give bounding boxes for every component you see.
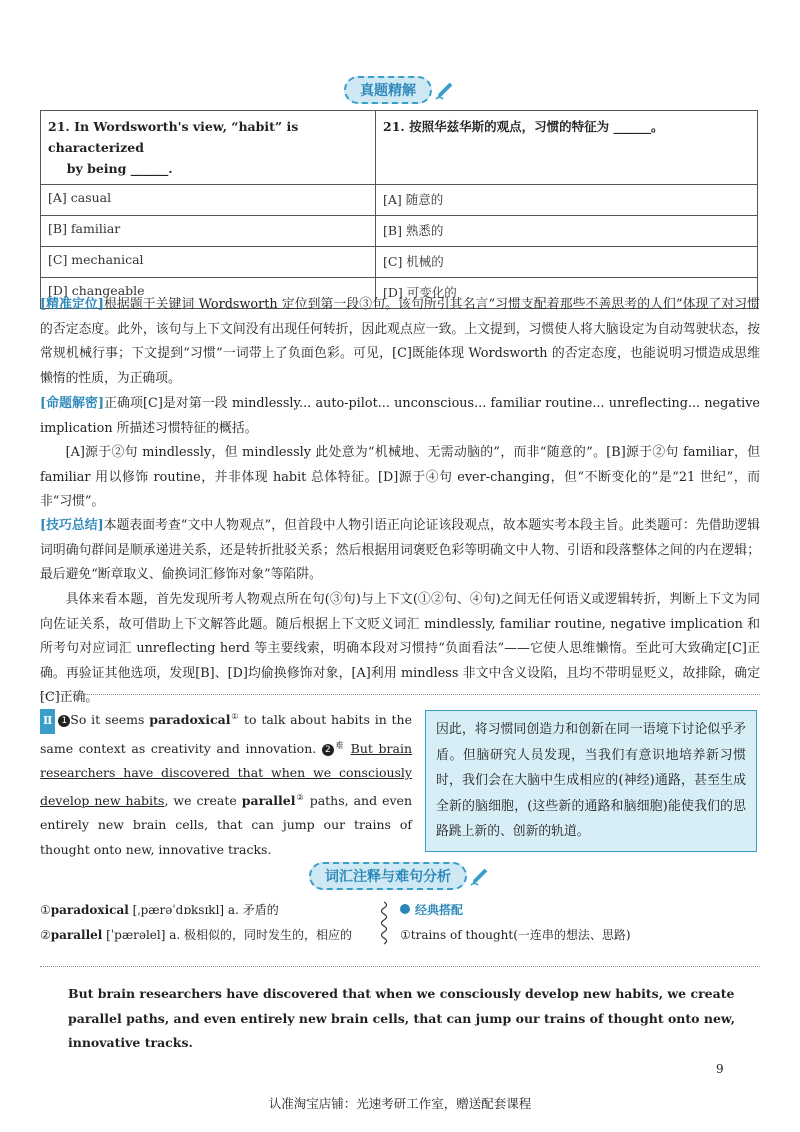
option-b-en: [B] familiar bbox=[41, 216, 376, 247]
en-question-stem bbox=[41, 111, 376, 185]
sentence-1-part-a: So it seems bbox=[70, 712, 150, 728]
divider bbox=[40, 966, 760, 967]
table-row bbox=[41, 111, 758, 185]
option-a-zh: [A] 随意的 bbox=[376, 185, 758, 216]
difficult-mark: 难 bbox=[333, 740, 346, 750]
bullet-dot-icon bbox=[400, 904, 410, 914]
en-stem-line2: by being ______. bbox=[66, 161, 173, 176]
section-title-label: 词汇注释与难句分析 bbox=[309, 862, 467, 890]
option-c-en: [C] mechanical bbox=[41, 247, 376, 278]
page-number: 9 bbox=[716, 1062, 724, 1076]
vocab-item bbox=[40, 898, 352, 923]
chinese-translation-box: 因此，将习惯同创造力和创新在同一语境下讨论似乎矛盾。但脑研究人员发现，当我们有意识地培养新习惯时，我们会在大脑中生成相应的(神经)通路，甚至生成全新的脑细胞，(这些新的通路和脑细胞)能使我们的思路跳上新的、创新的轨道。 bbox=[425, 710, 757, 852]
locate-tag: [精准定位] bbox=[40, 297, 104, 312]
sentence-2-part-a: , we create bbox=[164, 792, 242, 808]
en-stem-line1: 21. In Wordsworth's view, “habit” is characterized bbox=[48, 119, 299, 155]
analysis-locate bbox=[40, 293, 760, 391]
sentence-2-part-b: paths, and even entirely new brain cells, that can jump our trains of thought onto new, innovative tracks. bbox=[40, 792, 413, 857]
passage-english bbox=[40, 705, 412, 862]
collocations bbox=[400, 898, 631, 948]
underlined-clause: But brain researchers have discovered that when we consciously develop new habits bbox=[40, 740, 413, 808]
vocab-definition: [ˈpærəlel] a. 极相似的，同时发生的，相应的 bbox=[102, 928, 352, 942]
sentence-1-part-b: to talk about habits in the same context as creativity and innovation. bbox=[40, 712, 413, 756]
vocab-word: paradoxical bbox=[50, 903, 129, 917]
option-c-zh: [C] 机械的 bbox=[376, 247, 758, 278]
keyword-parallel: parallel bbox=[241, 792, 296, 808]
spiral-binding-icon bbox=[378, 900, 390, 948]
vocab-notes bbox=[40, 898, 352, 948]
pen-icon bbox=[434, 79, 456, 101]
analysis-decode-options: [A]源于②句 mindlessly，但 mindlessly 此处意为“机械地、无需动脑的”，而非“随意的”。[B]源于②句 familiar，但 familiar 用以修饰 routine，并非体现 habit 总体特征。[D]源于④句 ever-changing，但“不断变化的”是“21 世纪”，而非“习惯”。 bbox=[40, 445, 760, 509]
locate-text: 根据题干关键词 Wordsworth 定位到第一段③句。该句所引其名言“习惯支配着那些不善思考的人们”体现了对习惯的否定态度。此外，该句与上下文间没有出现任何转折，因此观点应一致。上文提到，习惯使人将大脑设定为自动驾驶状态，按常规机械行事；下文提到“习惯”一词带上了负面色彩。可见，[C]既能体现 Wordsworth 的否定态度，也能说明习惯造成思维懒惰的性质，为正确项。 bbox=[40, 297, 760, 386]
vocab-num: ② bbox=[40, 928, 51, 942]
option-b-zh: [B] 熟悉的 bbox=[376, 216, 758, 247]
skill-text: 本题表面考查“文中人物观点”，但首段中人物引语正向论证该段观点，故本题实考本段主旨。此类题可：先借助逻辑词明确句群间是顺承递进关系，还是转折批驳关系；然后根据用词褒贬色彩等明确文中人物、引语和段落整体之间的内在逻辑；最后避免“断章取义、偷换词汇修饰对象”等陷阱。 bbox=[40, 518, 760, 582]
decode-text: 正确项[C]是对第一段 mindlessly... auto-pilot... unconscious... familiar routine... unreflecting... negative implication 所描述习惯特征的概括。 bbox=[40, 396, 760, 436]
vocab-num: ① bbox=[40, 903, 51, 917]
option-d-en: [D] changeable bbox=[41, 278, 376, 309]
question-table bbox=[40, 110, 758, 309]
vocab-item bbox=[40, 923, 352, 948]
table-row bbox=[41, 247, 758, 278]
paragraph-number: Ⅱ bbox=[40, 709, 55, 734]
sentence-number-2: 2 bbox=[322, 744, 334, 756]
option-d-zh: [D] 可变化的 bbox=[376, 278, 758, 309]
section-title-vocab bbox=[309, 862, 491, 890]
analysis-skill bbox=[40, 514, 760, 588]
section-title-exam-analysis bbox=[344, 76, 456, 104]
pen-icon bbox=[469, 865, 491, 887]
decode-tag: [命题解密] bbox=[40, 396, 105, 411]
footer-text: 认准淘宝店铺：光速考研工作室，赠送配套课程 bbox=[268, 1096, 532, 1111]
collocation-item: ①trains of thought(一连串的想法、思路) bbox=[400, 928, 631, 942]
table-row bbox=[41, 216, 758, 247]
keyword-paradoxical: paradoxical bbox=[149, 712, 231, 728]
difficult-sentence: But brain researchers have discovered that when we consciously develop new habits, we create parallel paths, and even entirely new brain cells, that can jump our trains of thought onto new, innovative tracks. bbox=[68, 986, 735, 1050]
vocab-word: parallel bbox=[50, 928, 103, 942]
table-row bbox=[41, 185, 758, 216]
sentence-number-1: 1 bbox=[58, 715, 70, 727]
skill-tag: [技巧总结] bbox=[40, 518, 104, 533]
note-mark-1: ① bbox=[230, 712, 240, 721]
vocab-definition: [ˌpærəˈdɒksɪkl] a. 矛盾的 bbox=[128, 903, 279, 917]
note-mark-2: ② bbox=[295, 792, 305, 802]
analysis-skill-detail: 具体来看本题，首先发现所考人物观点所在句(③句)与上下文(①②句、④句)之间无任何语义或逻辑转折，判断上下文为同向佐证关系，故可借助上下文解答此题。随后根据上下文贬义词汇 mindlessly, familiar routine, negative implication 和所考句对应词汇 unreflecting herd 等主要线索，明确本段对习惯持“负面看法”——它使人思维懒惰。至此可大致确定[C]正确。再验证其他选项，发现[B]、[D]均偷换修饰对象，[A]利用 mindless 非文中含义设陷，且均不带明显贬义，故排除，确定[C]正确。 bbox=[40, 592, 760, 705]
collocation-title: 经典搭配 bbox=[415, 903, 464, 917]
collocation-heading bbox=[400, 898, 631, 923]
section-title-label: 真题精解 bbox=[344, 76, 432, 104]
analysis-decode bbox=[40, 392, 760, 441]
option-a-en: [A] casual bbox=[41, 185, 376, 216]
zh-question-stem: 21. 按照华兹华斯的观点，习惯的特征为 ______。 bbox=[376, 111, 758, 185]
divider bbox=[40, 694, 760, 695]
